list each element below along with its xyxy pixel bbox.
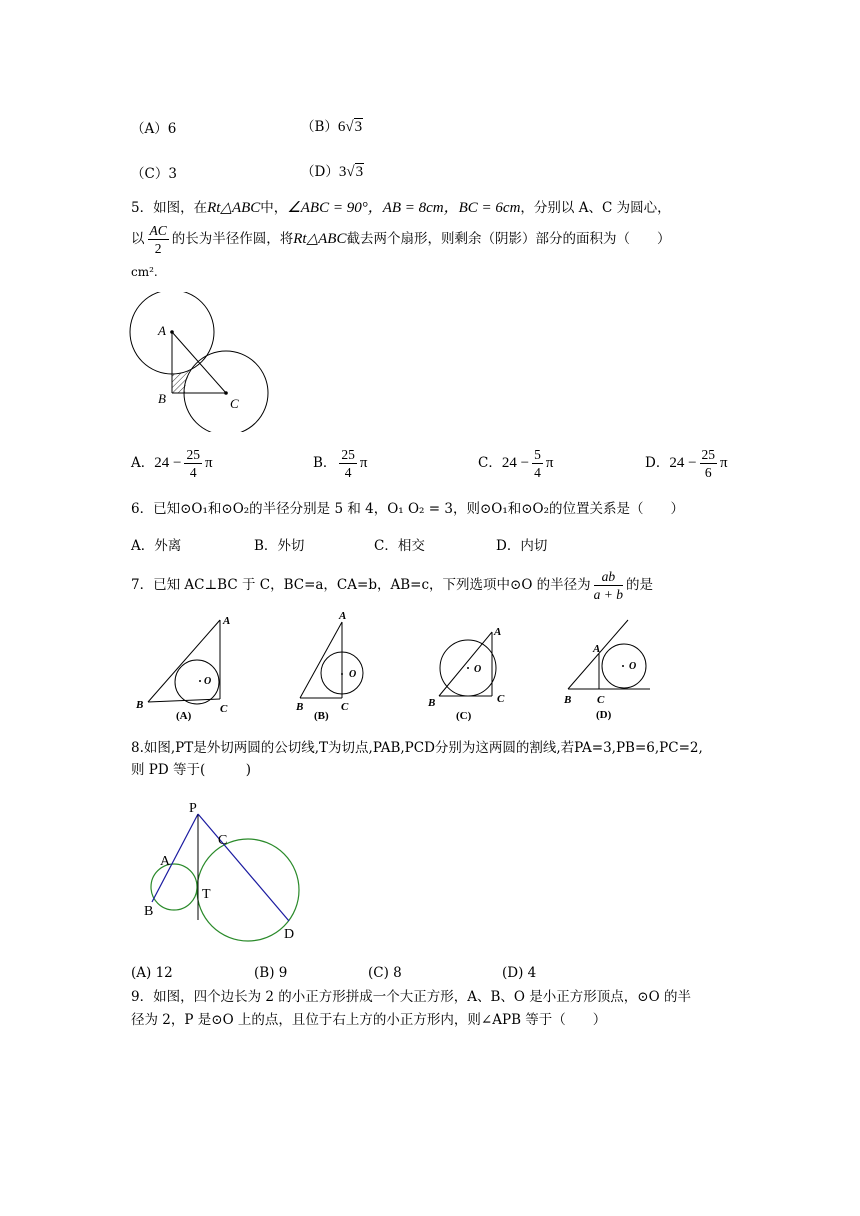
q5-option-b-prefix: B． xyxy=(313,455,337,471)
q4-option-d-radicand: 3 xyxy=(355,164,364,180)
q5-option-c-frac xyxy=(532,446,543,481)
q5-line2-suffix: 截去两个扇形，则剩余（阴影）部分的面积为（ ） xyxy=(346,231,671,247)
q7-fraction xyxy=(594,568,623,603)
q8-label-p: P xyxy=(189,801,197,816)
q4-option-b-radicand: 3 xyxy=(354,119,363,135)
label-b: B xyxy=(158,391,166,406)
q5-option-b-pi: π xyxy=(359,455,368,471)
q5-option-a-int: 24 − xyxy=(154,455,182,471)
q5-line2-mid: 的长为半径作圆，将 xyxy=(171,231,294,247)
q7-figure-b xyxy=(295,610,363,722)
q5-option-a-frac xyxy=(184,446,202,481)
q4-option-b xyxy=(301,118,363,136)
q7a-label-o: O xyxy=(204,676,212,687)
q7-stem-suffix: 的是 xyxy=(626,577,654,593)
secant-pcd xyxy=(198,814,289,921)
q7-figure-d xyxy=(563,620,650,721)
q7d-label-c: C xyxy=(597,694,605,706)
q7b-label-o: O xyxy=(349,669,357,680)
q7-frac-num: ab xyxy=(594,568,623,586)
q5-option-d-num: 25 xyxy=(701,447,716,462)
q5-option-c-den: 4 xyxy=(534,465,541,480)
q4-option-a: （A）6 xyxy=(131,121,177,137)
q5-line1 xyxy=(131,199,671,217)
q7c-label-a: A xyxy=(494,626,502,638)
q7a-caption: (A) xyxy=(176,710,192,722)
q5-option-d-pi: π xyxy=(720,455,728,471)
q7b-label-b: B xyxy=(296,701,304,713)
q5-option-a-num: 25 xyxy=(186,447,200,462)
q7a-label-c: C xyxy=(220,703,228,715)
q7b-caption: (B) xyxy=(314,710,329,722)
q7d-caption: (D) xyxy=(596,709,612,721)
q8-label-b: B xyxy=(144,904,154,919)
q7a-label-a: A xyxy=(223,615,231,627)
q5-option-a-prefix: A． xyxy=(131,455,155,471)
q7c-label-c: C xyxy=(497,693,505,705)
q8-option-a: (A) 12 xyxy=(131,965,173,981)
q8-label-c: C xyxy=(218,833,228,848)
q5-option-a xyxy=(131,446,213,481)
q4-option-d xyxy=(301,163,364,181)
q5-line2 xyxy=(131,222,670,257)
q7b-label-a: A xyxy=(339,610,347,622)
q5-given-values: ∠ABC = 90°，AB = 8cm，BC = 6cm xyxy=(287,200,521,216)
q4-option-d-label: （D） xyxy=(301,164,339,180)
shaded-region xyxy=(172,368,193,393)
q4-option-b-label: （B） xyxy=(301,119,338,135)
q5-triangle-name-2: Rt△ABC xyxy=(293,231,347,247)
q9-line2: 径为 2，P 是⊙O 上的点，且位于右上方的小正方形内，则∠APB 等于（ ） xyxy=(131,1012,607,1028)
q7-figure-c xyxy=(427,626,505,722)
q5-option-b xyxy=(313,446,368,481)
q5-option-a-pi: π xyxy=(204,455,213,471)
q5-option-d-int: 24 − xyxy=(669,455,697,471)
q7-stem-prefix: 7．已知 AC⊥BC 于 C，BC=a，CA=b，AB=c，下列选项中⊙O 的半径为 xyxy=(131,577,591,593)
q7c-label-o: O xyxy=(474,664,482,675)
q5-option-d-frac xyxy=(700,446,718,481)
q7b-label-c: C xyxy=(341,701,349,713)
q8-option-d: (D) 4 xyxy=(502,965,537,981)
q4-option-b-sqrt: √3 xyxy=(345,119,363,135)
q5-option-c-int: 24 − xyxy=(501,455,530,471)
q4-option-c: （C）3 xyxy=(131,166,177,182)
q5-figure xyxy=(126,292,276,432)
q7-figure-a xyxy=(135,615,230,722)
q5-triangle-name: Rt△ABC xyxy=(207,200,261,216)
secant-pab xyxy=(152,814,198,902)
q5-option-b-frac xyxy=(339,446,357,481)
label-a: A xyxy=(158,323,166,338)
q7d-label-a: A xyxy=(593,643,601,655)
q7-stem xyxy=(131,566,653,604)
point-c xyxy=(224,391,228,395)
q4-option-b-coef: 6 xyxy=(337,119,346,135)
q5-option-b-num: 25 xyxy=(341,447,355,462)
q8-option-c: (C) 8 xyxy=(368,965,402,981)
q5-option-b-den: 4 xyxy=(344,465,352,480)
q5-line1-mid: 中， xyxy=(260,200,288,216)
q5-line1-prefix: 5．如图，在 xyxy=(131,200,208,216)
q8-label-a: A xyxy=(160,854,171,869)
q8-figure xyxy=(138,800,308,945)
small-circle xyxy=(151,864,197,910)
label-c: C xyxy=(230,396,239,411)
q7c-label-b: B xyxy=(428,697,436,709)
q6-option-d: D．内切 xyxy=(496,538,548,554)
q5-frac-num: AC xyxy=(149,223,167,238)
q7d-label-o: O xyxy=(629,661,637,672)
q7d-label-b: B xyxy=(564,694,572,706)
q6-option-c: C．相交 xyxy=(374,538,425,554)
q8-label-d: D xyxy=(284,927,295,942)
q5-option-c xyxy=(478,446,553,481)
q8-option-b: (B) 9 xyxy=(254,965,288,981)
q5-option-d-den: 6 xyxy=(704,465,712,480)
q7c-caption: (C) xyxy=(456,710,472,722)
q5-line1-suffix: ，分别以 A、C 为圆心， xyxy=(520,200,671,216)
q4-option-d-coef: 3 xyxy=(338,164,347,180)
q5-frac-den: 2 xyxy=(154,241,162,256)
q5-line2-prefix: 以 xyxy=(131,231,145,247)
q6-option-a: A．外离 xyxy=(131,538,182,554)
q6-stem: 6．已知⊙O₁和⊙O₂的半径分别是 5 和 4，O₁ O₂ = 3，则⊙O₁和⊙O₂的位置关系是（ ） xyxy=(131,501,685,517)
q5-option-c-num: 5 xyxy=(534,447,541,462)
q5-option-d xyxy=(645,446,728,481)
q8-line2: 则 PD 等于( ) xyxy=(131,762,252,778)
q7-frac-den: a + b xyxy=(593,587,624,602)
q5-option-a-den: 4 xyxy=(189,465,197,480)
q6-option-b: B．外切 xyxy=(254,538,305,554)
q9-line1: 9．如图，四个边长为 2 的小正方形拼成一个大正方形，A、B、O 是小正方形顶点，⊙O 的半 xyxy=(131,989,691,1005)
q5-option-c-prefix: C． xyxy=(478,455,502,471)
q5-unit: cm². xyxy=(131,265,158,279)
q8-line1: 8.如图,PT是外切两圆的公切线,T为切点,PAB,PCD分别为这两圆的割线,若PA=3,PB=6,PC=2, xyxy=(131,740,703,756)
q7-figures xyxy=(130,610,660,725)
q8-label-t: T xyxy=(202,887,211,902)
q5-option-d-prefix: D． xyxy=(645,455,670,471)
q4-option-d-sqrt: √3 xyxy=(346,164,364,180)
q5-fraction xyxy=(148,222,169,257)
large-circle xyxy=(197,839,299,941)
q7a-label-b: B xyxy=(136,699,144,711)
q5-option-c-pi: π xyxy=(545,455,554,471)
point-a xyxy=(170,330,174,334)
